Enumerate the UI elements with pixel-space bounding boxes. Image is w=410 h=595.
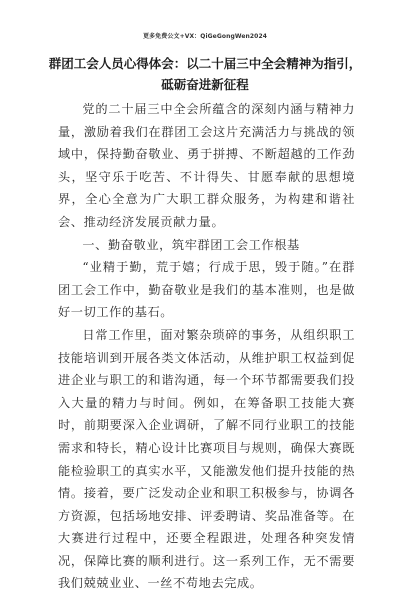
paragraph-quote: “业精于勤，荒于嬉；行成于思，毁于随。”在群团工会工作中，勤奋敬业是我们的基本准则，也是做好一切工作的基石。 xyxy=(58,260,355,320)
document-title-line-2: 砥砺奋进新征程 xyxy=(161,77,249,92)
document-body xyxy=(58,98,355,595)
paragraph-daily-work: 日常工作里，面对繁杂琐碎的事务，从组织职工技能培训到开展各类文体活动，从维护职工权益到促进企业与职工的和谐沟通，每一个环节都需要我们投入大量的精力与时间。例如，在筹备职工技能大赛时，前期要深入企业调研，了解不同行业职工的技能需求和特长，精心设计比赛项目与规则，确保大赛既能检验职工的真实水平，又能激发他们提升技能的热情。接着，要广泛发动企业和职工积极参与，协调各方资源，包括场地安排、评委聘请、奖品准备等。在大赛进行过程中，还要全程跟进，处理各种突发情况，保障比赛的顺利进行。这一系列工作，无不需要我们兢兢业业、一丝不苟地去完成。 xyxy=(58,327,355,591)
document-title-line-1: 群团工会人员心得体会：以二十届三中全会精神为指引， xyxy=(48,56,362,71)
header-watermark: 更多免费公文+VX：QiGeGongWen2024 xyxy=(142,33,267,40)
paragraph-intro: 党的二十届三中全会所蕴含的深刻内涵与精神力量，激励着我们在群团工会这片充满活力与挑战的领域中，保持勤奋敬业、勇于拼搏、不断超越的工作劲头，坚守乐于吃苦、不计得失、甘愿奉献的思想境界，全心全意为广大职工群众服务，为构建和谐社会、推动经济发展贡献力量。 xyxy=(58,102,355,229)
section-heading-1: 一、勤奋敬业，筑牢群团工会工作根基 xyxy=(82,237,300,252)
